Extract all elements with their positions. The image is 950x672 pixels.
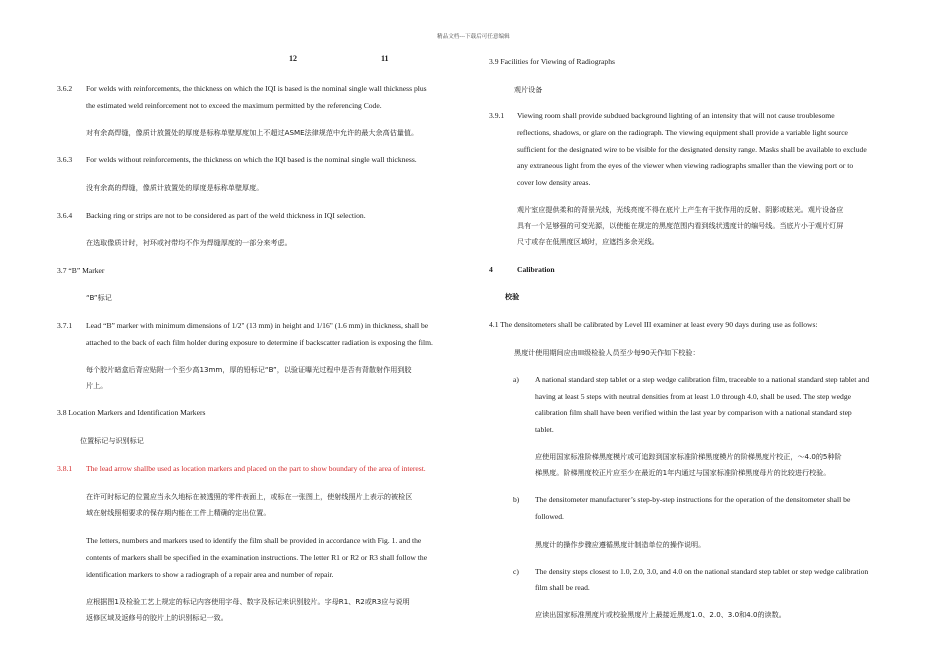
chinese-translation: 在许可时标记的位置应当永久地标在被透照的零件表面上，或标在一张图上，使射线照片上表示的被检区 xyxy=(86,492,413,501)
list-item-label: a) xyxy=(513,375,519,384)
chinese-translation: 对有余高焊缝，像质计放置处的厚度是标称单壁厚度加上不超过ASME法律规范中允许的最大余高估量值。 xyxy=(86,128,419,137)
paragraph-line: Viewing room shall provide subdued background lighting of an intensity that will not cause troublesome xyxy=(517,111,835,120)
list-item-label: c) xyxy=(513,567,519,576)
chinese-translation: 尺寸或存在低黑度区域时，应遮挡多余光线。 xyxy=(517,237,659,246)
paragraph-line: reflections, shadows, or glare on the radiograph. The viewing equipment shall provide a variable light source xyxy=(517,128,848,137)
chinese-translation: 应使用国家标准阶梯黑度模片或可追踪到国家标准阶梯黑度模片的阶梯黑度片校正，～4.0的5种阶 xyxy=(535,452,842,461)
section-number: 3.6.3 xyxy=(57,155,73,164)
list-item-line: A national standard step tablet or a step wedge calibration film, traceable to a national standard step tablet and xyxy=(535,375,870,384)
paragraph-line: For welds with reinforcements, the thickness on which the IQI is based is the nominal single wall thickness plus xyxy=(86,84,427,93)
paragraph-line: The letters, numbers and markers used to identify the film shall be provided in accordance with Fig. 1. and the xyxy=(86,536,422,545)
section-number: 3.9.1 xyxy=(489,111,505,120)
chapter-title: Calibration xyxy=(517,265,555,274)
chinese-chapter-title: 校验 xyxy=(505,292,520,301)
paragraph-line: Backing ring or strips are not to be considered as part of the weld thickness in IQI selection. xyxy=(86,211,366,220)
list-item-line: film shall be read. xyxy=(535,583,590,592)
section-number-highlighted: 3.8.1 xyxy=(57,464,73,473)
list-item-line: The density steps closest to 1.0, 2.0, 3.0, and 4.0 on the national standard step tablet or step wedge calibration xyxy=(535,567,869,576)
section-heading: 3.8 Location Markers and Identification Markers xyxy=(57,408,206,417)
chinese-translation: 梯黑度。阶梯黑度校正片应至少在最近的1年内通过与国家标准阶梯黑度母片的比较进行校验。 xyxy=(535,468,831,477)
section-number: 3.6.4 xyxy=(57,211,73,220)
chinese-translation: 在选取像质计时，衬环或衬带均不作为焊缝厚度的一部分来考虑。 xyxy=(86,238,292,247)
highlighted-paragraph: The lead arrow shallbe used as location markers and placed on the part to show boundary of the area of interest. xyxy=(86,464,426,473)
chinese-translation: 应读出国家标准黑度片或校验黑度片上最接近黑度1.0、2.0、3.0和4.0的读数。 xyxy=(535,610,786,619)
list-item-line: tablet. xyxy=(535,425,554,434)
paragraph-line: 4.1 The densitometers shall be calibrated by Level III examiner at least every 90 days during use as follows: xyxy=(489,320,818,329)
chinese-translation: 黑度计的操作步骤应遵循黑度计制造单位的操作说明。 xyxy=(535,540,706,549)
chinese-heading: 位置标记与识别标记 xyxy=(80,436,144,445)
page-number-right: 11 xyxy=(381,54,389,63)
list-item-line: followed. xyxy=(535,512,564,521)
paragraph-line: Lead “B” marker with minimum dimensions of 1/2" (13 mm) in height and 1/16" (1.6 mm) in thickness, shall be xyxy=(86,321,429,330)
section-number: 3.6.2 xyxy=(57,84,73,93)
chinese-heading: 观片设备 xyxy=(514,85,543,94)
list-item-line: calibration film shall have been verified within the last year by comparison with a national standard step xyxy=(535,408,852,417)
chinese-translation: 片上。 xyxy=(86,381,108,390)
chinese-translation: 返修区域及返修号的胶片上的识别标记一致。 xyxy=(86,613,228,622)
chinese-translation: 观片室应提供柔和的背景光线，光线亮度不得在底片上产生有干扰作用的反射、阴影或眩光。观片设备应 xyxy=(517,205,844,214)
list-item-label: b) xyxy=(513,495,520,504)
paragraph-line: For welds without reinforcements, the thickness on which the IQI based is the nominal single wall thickness. xyxy=(86,155,417,164)
chinese-translation: 没有余高的焊缝，像质计放置处的厚度是标称单壁厚度。 xyxy=(86,183,264,192)
list-item-line: having at least 5 steps with neutral densities from at least 1.0 through 4.0, shall be used. The step wedge xyxy=(535,392,851,401)
chinese-translation: 每个胶片暗盒后背应贴附一个至少高13mm，厚的铅标记“B”，以验证曝光过程中是否有背散射作用到胶 xyxy=(86,365,412,374)
paragraph-line: any extraneous light from the eyes of the viewer when viewing radiographs smaller than the viewing port or to xyxy=(517,161,854,170)
paragraph-line: identification markers to show a radiograph of a repair area and number of repair. xyxy=(86,570,334,579)
section-heading: 3.9 Facilities for Viewing of Radiographs xyxy=(489,57,615,66)
section-number: 3.7.1 xyxy=(57,321,73,330)
chinese-translation: 应根据图1及检验工艺上规定的标记内容使用字母、数字及标记来识别胶片。字母R1、R2或R3应与说明 xyxy=(86,597,410,606)
paragraph-line: contents of markers shall be specified in the examination instructions. The letter R1 or R2 or R3 shall follow the xyxy=(86,553,428,562)
chapter-number: 4 xyxy=(489,265,493,274)
list-item-line: The densitometer manufacturer’s step-by-step instructions for the operation of the densitometer shall be xyxy=(535,495,851,504)
page-header-watermark: 精品文档---下载后可任意编辑 xyxy=(437,34,510,40)
page-number-left: 12 xyxy=(289,54,297,63)
paragraph-line: attached to the back of each film holder during exposure to determine if backscatter radiation is exposing the film. xyxy=(86,338,433,347)
chinese-heading: “B”标记 xyxy=(86,293,112,302)
chinese-translation: 黑度计使用期间应由III级检验人员至少每90天作如下校验： xyxy=(514,348,700,357)
chinese-translation: 具有一个足够强的可变光源，以使能在规定的黑度范围内看到线状透度计的编号线。当底片小于观片灯屏 xyxy=(517,221,844,230)
paragraph-line: the estimated weld reinforcement not to exceed the maximum permitted by the referencing Code. xyxy=(86,101,382,110)
chinese-translation: 域在射线照相要求的保存期内能在工件上精确的定出位置。 xyxy=(86,508,271,517)
paragraph-line: cover low density areas. xyxy=(517,178,591,187)
section-heading: 3.7 “B” Marker xyxy=(57,266,105,275)
paragraph-line: sufficient for the designated wire to be visible for the designated density range. Masks shall be available to exclude xyxy=(517,145,867,154)
